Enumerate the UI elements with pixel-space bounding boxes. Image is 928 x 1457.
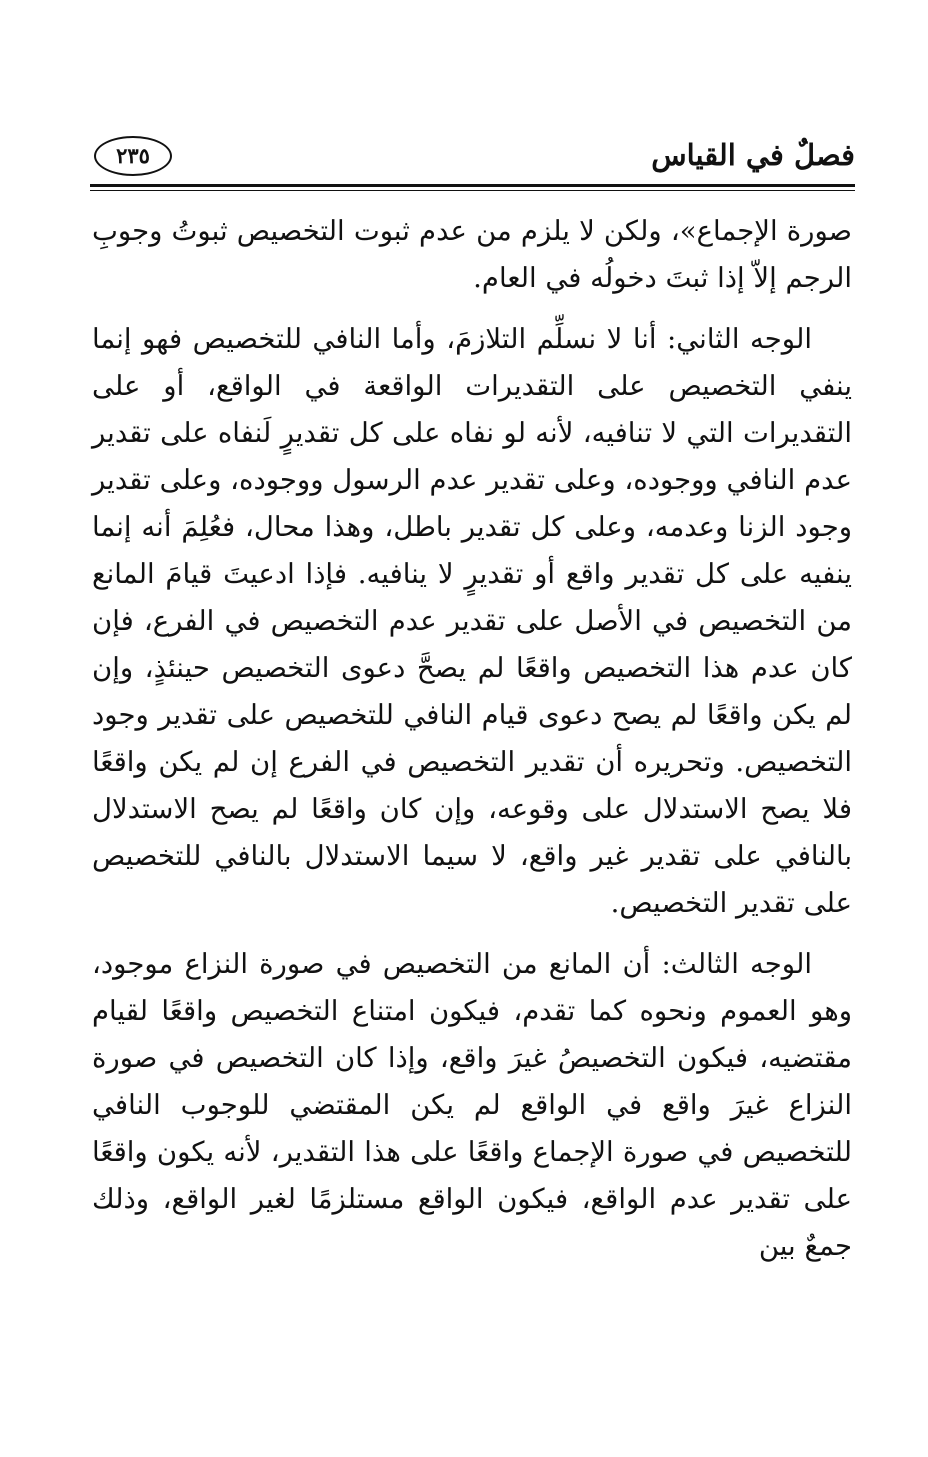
paragraph: الوجه الثاني: أنا لا نسلِّم التلازمَ، وأما النافي للتخصيص فهو إنما ينفي التخصيص على التقديرات الواقعة في الواقع، أو على التقديرات التي لا تنافيه، لأنه لو نفاه على كل تقديرٍ لَنفاه على تقدير عدم النافي ووجوده، وعلى تقدير عدم الرسول ووجوده، وعلى تقدير وجود الزنا وعدمه، وعلى كل تقدير باطل، وهذا محال، فعُلِمَ أنه إنما ينفيه على كل تقدير واقع أو تقديرٍ لا ينافيه. فإذا ادعيتَ قيامَ المانع من التخصيص في الأصل على تقدير عدم التخصيص في الفرع، فإن كان عدم هذا التخصيص واقعًا لم يصحَّ دعوى التخصيص حينئذٍ، وإن لم يكن واقعًا لم يصح دعوى قيام النافي للتخصيص على تقدير وجود التخصيص. وتحريره أن تقدير التخصيص في الفرع إن لم يكن واقعًا فلا يصح الاستدلال على وقوعه، وإن كان واقعًا لم يصح الاستدلال بالنافي على تقدير غير واقع، لا سيما الاستدلال بالنافي للتخصيص على تقدير التخصيص. [92,323,852,919]
page-header [90,128,855,188]
running-title: فصلٌ في القياس [651,138,855,172]
paragraph: الوجه الثالث: أن المانع من التخصيص في صورة النزاع موجود، وهو العموم ونحوه كما تقدم، فيكون امتناع التخصيص واقعًا لقيام مقتضيه، فيكون التخصيصُ غيرَ واقع، وإذا كان التخصيص في صورة النزاع غيرَ واقع في الواقع لم يكن المقتضي للوجوب النافي للتخصيص في صورة الإجماع واقعًا على هذا التقدير، لأنه يكون واقعًا على تقدير عدم الواقع، فيكون الواقع مستلزمًا لغير الواقع، وذلك جمعٌ بين [92,948,852,1262]
header-rule-thick [90,184,855,187]
header-rule-thin [90,190,855,191]
body-text [92,208,852,1270]
page-number: ٢٣٥ [94,136,172,176]
paragraph: صورة الإجماع»، ولكن لا يلزم من عدم ثبوت التخصيص ثبوتُ وجوبِ الرجم إلاّ إذا ثبتَ دخولُه في العام. [92,215,852,294]
